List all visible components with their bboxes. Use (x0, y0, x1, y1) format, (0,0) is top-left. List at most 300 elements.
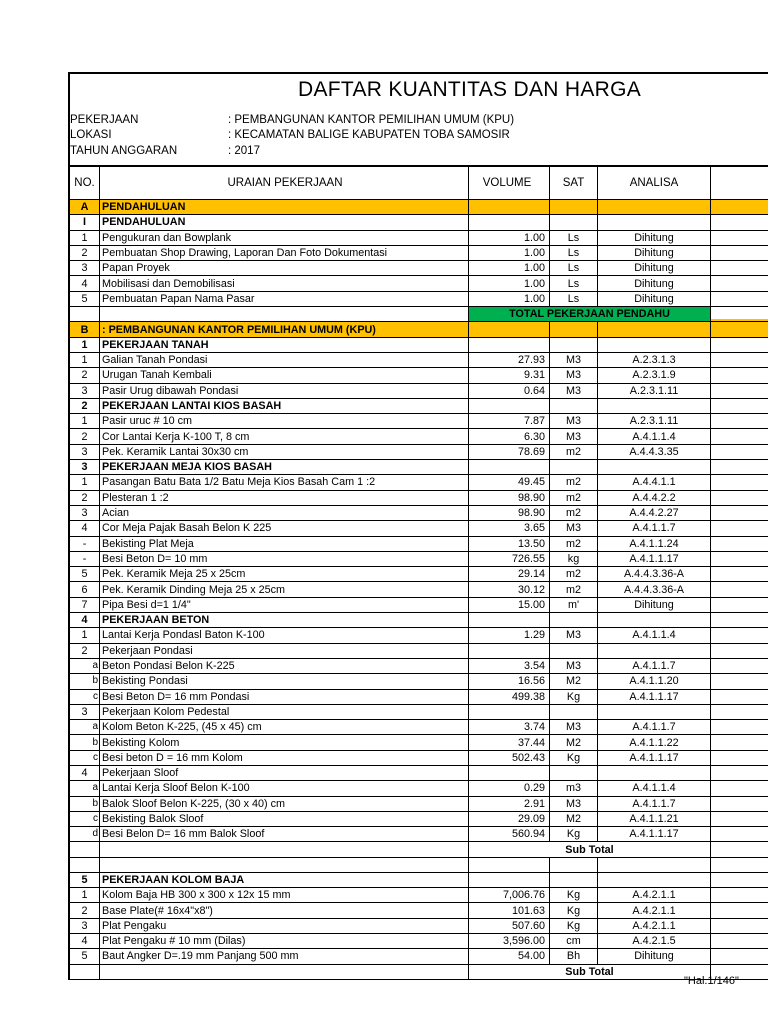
row-analisa: Dihitung (598, 230, 711, 245)
table-row (69, 827, 768, 842)
row-sat: Kg (550, 903, 598, 918)
table-row (69, 429, 768, 444)
row-analisa (598, 460, 711, 475)
row-uraian: Besi Belon D= 16 mm Balok Sloof (100, 827, 469, 842)
row-no: 5 (69, 291, 100, 306)
row-analisa (598, 857, 711, 872)
row-uraian: Mobilisasi dan Demobilisasi (100, 276, 469, 291)
row-uraian: PEKERJAAN KOLOM BAJA (100, 872, 469, 887)
row-extra (711, 245, 768, 260)
row-uraian: Besi beton D = 16 mm Kolom (100, 750, 469, 765)
row-sat: M3 (550, 796, 598, 811)
meta-row-lokasi (70, 128, 768, 144)
row-volume (469, 704, 550, 719)
table-row (69, 720, 768, 735)
row-volume: 0.64 (469, 383, 550, 398)
row-sat: m' (550, 597, 598, 612)
group-row (69, 872, 768, 887)
row-no: 2 (69, 490, 100, 505)
row-no: b (69, 796, 100, 811)
row-sat: Bh (550, 949, 598, 964)
row-extra (711, 918, 768, 933)
meta-row-pekerjaan (70, 112, 768, 128)
row-volume: 7,006.76 (469, 888, 550, 903)
row-analisa (598, 643, 711, 658)
spreadsheet (68, 72, 768, 980)
header-volume: VOLUME (469, 166, 550, 200)
meta-value: : PEMBANGUNAN KANTOR PEMILIHAN UMUM (KPU) (228, 113, 515, 126)
total-row (69, 307, 768, 322)
row-volume (469, 613, 550, 628)
row-no: 2 (69, 643, 100, 658)
row-no (69, 307, 100, 322)
row-analisa: A.4.1.1.17 (598, 689, 711, 704)
row-uraian: Besi Beton D= 10 mm (100, 551, 469, 566)
row-uraian: Pasir Urug dibawah Pondasi (100, 383, 469, 398)
row-analisa (598, 215, 711, 230)
row-analisa: A.4.1.1.7 (598, 658, 711, 673)
row-sat (550, 643, 598, 658)
row-uraian: Baut Angker D=.19 mm Panjang 500 mm (100, 949, 469, 964)
row-analisa: A.4.2.1.1 (598, 903, 711, 918)
group-row (69, 613, 768, 628)
meta-value: : 2017 (228, 144, 260, 157)
row-volume (469, 215, 550, 230)
table-row (69, 490, 768, 505)
row-analisa: A.4.1.1.17 (598, 750, 711, 765)
row-extra (711, 949, 768, 964)
header-analisa: ANALISA (598, 166, 711, 200)
row-volume: 1.00 (469, 261, 550, 276)
row-uraian (100, 307, 469, 322)
row-analisa: Dihitung (598, 291, 711, 306)
row-volume: 502.43 (469, 750, 550, 765)
row-volume (469, 322, 550, 337)
table-row (69, 475, 768, 490)
row-extra (711, 536, 768, 551)
row-no: 1 (69, 414, 100, 429)
row-volume: 1.00 (469, 291, 550, 306)
row-uraian: PEKERJAAN LANTAI KIOS BASAH (100, 398, 469, 413)
table-row (69, 368, 768, 383)
row-analisa (598, 200, 711, 215)
subtotal-row (69, 964, 768, 979)
row-no: 3 (69, 261, 100, 276)
row-sat: Kg (550, 689, 598, 704)
row-uraian: Acian (100, 505, 469, 520)
row-volume (469, 643, 550, 658)
row-uraian: Besi Beton D= 16 mm Pondasi (100, 689, 469, 704)
row-volume: 0.29 (469, 781, 550, 796)
row-extra (711, 827, 768, 842)
row-extra (711, 551, 768, 566)
row-sat (550, 613, 598, 628)
row-uraian: PEKERJAAN MEJA KIOS BASAH (100, 460, 469, 475)
row-analisa: A.4.2.1.5 (598, 933, 711, 948)
row-no: 1 (69, 230, 100, 245)
row-uraian: Pasangan Batu Bata 1/2 Batu Meja Kios Basah Cam 1 :2 (100, 475, 469, 490)
row-sat: m2 (550, 444, 598, 459)
meta-value: : KECAMATAN BALIGE KABUPATEN TOBA SAMOSIR (228, 129, 510, 142)
row-no: - (69, 551, 100, 566)
row-volume: 1.00 (469, 230, 550, 245)
row-extra (711, 658, 768, 673)
row-sat (550, 704, 598, 719)
row-volume (469, 460, 550, 475)
row-sat (550, 337, 598, 352)
row-volume: 49.45 (469, 475, 550, 490)
row-analisa: Dihitung (598, 245, 711, 260)
row-volume (469, 398, 550, 413)
row-extra (711, 674, 768, 689)
row-uraian: Bekisting Balok Sloof (100, 811, 469, 826)
row-no: 3 (69, 918, 100, 933)
quantity-table (68, 165, 768, 980)
table-row (69, 628, 768, 643)
row-sat: M3 (550, 352, 598, 367)
row-extra (711, 337, 768, 352)
row-extra (711, 490, 768, 505)
row-volume: 1.00 (469, 276, 550, 291)
row-no: 6 (69, 582, 100, 597)
row-analisa: A.4.1.1.21 (598, 811, 711, 826)
row-sat: Kg (550, 918, 598, 933)
table-row (69, 903, 768, 918)
row-uraian: Plat Pengaku (100, 918, 469, 933)
row-analisa: Dihitung (598, 261, 711, 276)
row-extra (711, 872, 768, 887)
header-sat: SAT (550, 166, 598, 200)
row-extra (711, 567, 768, 582)
row-no: a (69, 720, 100, 735)
row-sat: Ls (550, 230, 598, 245)
row-uraian: Pembuatan Papan Nama Pasar (100, 291, 469, 306)
row-extra (711, 475, 768, 490)
row-volume: 499.38 (469, 689, 550, 704)
row-uraian: Pekerjaan Pondasi (100, 643, 469, 658)
row-volume: 1.29 (469, 628, 550, 643)
row-analisa: A.2.3.1.9 (598, 368, 711, 383)
row-uraian: Base Plate(# 16x4"x8") (100, 903, 469, 918)
row-no: c (69, 811, 100, 826)
row-no: A (69, 200, 100, 215)
row-volume: 98.90 (469, 490, 550, 505)
row-volume (469, 200, 550, 215)
table-row (69, 888, 768, 903)
row-extra (711, 781, 768, 796)
row-uraian: Lantai Kerja Sloof Belon K-100 (100, 781, 469, 796)
header-uraian: URAIAN PEKERJAAN (100, 166, 469, 200)
row-sat: M3 (550, 383, 598, 398)
row-analisa: A.2.3.1.3 (598, 352, 711, 367)
row-no: c (69, 750, 100, 765)
row-uraian (100, 842, 469, 857)
row-uraian (100, 857, 469, 872)
row-extra (711, 505, 768, 520)
row-extra (711, 215, 768, 230)
table-row (69, 781, 768, 796)
row-extra (711, 750, 768, 765)
table-row (69, 414, 768, 429)
table-row (69, 704, 768, 719)
row-no: 4 (69, 765, 100, 780)
table-row (69, 567, 768, 582)
row-extra (711, 888, 768, 903)
row-analisa: A.4.4.3.36-A (598, 582, 711, 597)
row-volume (469, 857, 550, 872)
row-uraian: Cor Lantai Kerja K-100 T, 8 cm (100, 429, 469, 444)
row-uraian: : PEMBANGUNAN KANTOR PEMILIHAN UMUM (KPU) (100, 322, 469, 337)
row-no: b (69, 735, 100, 750)
row-uraian: Beton Pondasi Belon K-225 (100, 658, 469, 673)
row-extra (711, 735, 768, 750)
table-row (69, 750, 768, 765)
meta-key: LOKASI (70, 129, 112, 142)
row-sat: m2 (550, 582, 598, 597)
row-volume: 507.60 (469, 918, 550, 933)
row-analisa: A.4.1.1.4 (598, 628, 711, 643)
meta-key: PEKERJAAN (70, 113, 139, 126)
group-row (69, 398, 768, 413)
row-analisa: Dihitung (598, 276, 711, 291)
row-extra (711, 842, 768, 857)
row-extra (711, 398, 768, 413)
table-row (69, 352, 768, 367)
row-no: 7 (69, 597, 100, 612)
row-no: 3 (69, 383, 100, 398)
table-row (69, 735, 768, 750)
row-volume (469, 765, 550, 780)
row-analisa (598, 704, 711, 719)
row-extra (711, 460, 768, 475)
row-uraian: Pekerjaan Sloof (100, 765, 469, 780)
table-row (69, 536, 768, 551)
row-volume: 27.93 (469, 352, 550, 367)
row-uraian: Pek. Keramik Meja 25 x 25cm (100, 567, 469, 582)
row-no: 5 (69, 949, 100, 964)
row-uraian: Bekisting Pondasi (100, 674, 469, 689)
row-volume: 3.54 (469, 658, 550, 673)
table-row (69, 245, 768, 260)
row-no: 2 (69, 429, 100, 444)
row-volume: 7.87 (469, 414, 550, 429)
row-no: a (69, 658, 100, 673)
row-sat: M2 (550, 674, 598, 689)
row-extra (711, 307, 768, 322)
row-extra (711, 582, 768, 597)
row-sat: Ls (550, 276, 598, 291)
table-row (69, 658, 768, 673)
row-no: 1 (69, 337, 100, 352)
row-extra (711, 261, 768, 276)
row-volume (469, 872, 550, 887)
meta-key: TAHUN ANGGARAN (70, 144, 178, 157)
row-uraian: Pasir uruc # 10 cm (100, 414, 469, 429)
table-row (69, 796, 768, 811)
row-uraian (100, 964, 469, 979)
row-uraian: PENDAHULUAN (100, 215, 469, 230)
row-no: 2 (69, 245, 100, 260)
row-volume: 726.55 (469, 551, 550, 566)
title-row (68, 72, 768, 108)
row-sat (550, 765, 598, 780)
group-row (69, 337, 768, 352)
row-volume: 101.63 (469, 903, 550, 918)
table-row (69, 291, 768, 306)
row-sat: m3 (550, 781, 598, 796)
row-extra (711, 903, 768, 918)
row-extra (711, 291, 768, 306)
row-volume: 78.69 (469, 444, 550, 459)
table-row (69, 383, 768, 398)
row-analisa: A.4.1.1.24 (598, 536, 711, 551)
row-uraian: Plat Pengaku # 10 mm (Dilas) (100, 933, 469, 948)
row-uraian: Bekisting Plat Meja (100, 536, 469, 551)
row-analisa: A.4.4.3.35 (598, 444, 711, 459)
row-no (69, 842, 100, 857)
row-no: 4 (69, 933, 100, 948)
row-no: B (69, 322, 100, 337)
row-analisa: A.4.1.1.20 (598, 674, 711, 689)
row-analisa: A.4.1.1.17 (598, 551, 711, 566)
row-volume: 30.12 (469, 582, 550, 597)
row-analisa: A.4.1.1.4 (598, 781, 711, 796)
row-uraian: Papan Proyek (100, 261, 469, 276)
row-analisa: A.4.1.1.17 (598, 827, 711, 842)
row-uraian: Pekerjaan Kolom Pedestal (100, 704, 469, 719)
row-no: 2 (69, 903, 100, 918)
row-volume: 2.91 (469, 796, 550, 811)
table-row (69, 582, 768, 597)
page-number: "Hal.1/146" (684, 975, 739, 987)
row-analisa (598, 322, 711, 337)
table-row (69, 505, 768, 520)
row-extra (711, 414, 768, 429)
total-label: TOTAL PEKERJAAN PENDAHU (469, 307, 711, 322)
row-uraian: PEKERJAAN TANAH (100, 337, 469, 352)
row-no: 1 (69, 888, 100, 903)
row-no: 1 (69, 475, 100, 490)
row-analisa: A.2.3.1.11 (598, 383, 711, 398)
section-row (69, 322, 768, 337)
row-extra (711, 811, 768, 826)
table-row (69, 597, 768, 612)
row-volume: 3.65 (469, 521, 550, 536)
row-sat (550, 460, 598, 475)
table-row (69, 276, 768, 291)
row-no: 4 (69, 521, 100, 536)
row-sat: M3 (550, 521, 598, 536)
row-uraian: PENDAHULUAN (100, 200, 469, 215)
row-no: 3 (69, 704, 100, 719)
row-volume: 6.30 (469, 429, 550, 444)
table-row (69, 674, 768, 689)
row-sat: Kg (550, 750, 598, 765)
row-sat (550, 872, 598, 887)
group-row (69, 215, 768, 230)
row-extra (711, 352, 768, 367)
row-uraian: Balok Sloof Belon K-225, (30 x 40) cm (100, 796, 469, 811)
row-volume: 29.14 (469, 567, 550, 582)
row-extra (711, 276, 768, 291)
row-uraian: Pembuatan Shop Drawing, Laporan Dan Foto Dokumentasi (100, 245, 469, 260)
row-sat: M3 (550, 414, 598, 429)
sheet-title: DAFTAR KUANTITAS DAN HARGA (298, 78, 642, 101)
table-row (69, 444, 768, 459)
row-analisa: A.4.2.1.1 (598, 888, 711, 903)
row-volume: 29.09 (469, 811, 550, 826)
blank-row (69, 857, 768, 872)
row-uraian: Plesteran 1 :2 (100, 490, 469, 505)
project-meta (68, 108, 768, 165)
row-extra (711, 689, 768, 704)
row-sat (550, 322, 598, 337)
row-no: 1 (69, 352, 100, 367)
row-uraian: Pengukuran dan Bowplank (100, 230, 469, 245)
row-no: 2 (69, 398, 100, 413)
row-extra (711, 230, 768, 245)
header-extra (711, 166, 768, 200)
row-sat: Ls (550, 291, 598, 306)
row-no: b (69, 674, 100, 689)
row-no (69, 964, 100, 979)
table-row (69, 551, 768, 566)
row-extra (711, 368, 768, 383)
table-row (69, 811, 768, 826)
row-extra (711, 521, 768, 536)
row-extra (711, 322, 768, 337)
row-uraian: Pek. Keramik Dinding Meja 25 x 25cm (100, 582, 469, 597)
row-analisa: A.2.3.1.11 (598, 414, 711, 429)
row-uraian: Bekisting Kolom (100, 735, 469, 750)
row-no: 3 (69, 460, 100, 475)
row-extra (711, 597, 768, 612)
row-analisa (598, 398, 711, 413)
row-analisa: A.4.1.1.7 (598, 720, 711, 735)
row-extra (711, 643, 768, 658)
row-sat: M3 (550, 628, 598, 643)
row-volume: 54.00 (469, 949, 550, 964)
row-sat: Ls (550, 245, 598, 260)
table-row (69, 949, 768, 964)
row-volume: 3,596.00 (469, 933, 550, 948)
row-extra (711, 933, 768, 948)
row-analisa: A.4.2.1.1 (598, 918, 711, 933)
row-sat (550, 857, 598, 872)
row-analisa (598, 872, 711, 887)
row-no: 3 (69, 444, 100, 459)
row-extra (711, 796, 768, 811)
row-analisa: A.4.1.1.7 (598, 796, 711, 811)
row-uraian: Galian Tanah Pondasi (100, 352, 469, 367)
header-no: NO. (69, 166, 100, 200)
row-volume: 98.90 (469, 505, 550, 520)
row-volume: 9.31 (469, 368, 550, 383)
row-analisa: Dihitung (598, 949, 711, 964)
table-row (69, 918, 768, 933)
row-uraian: PEKERJAAN BETON (100, 613, 469, 628)
row-sat: M2 (550, 735, 598, 750)
row-sat: m2 (550, 536, 598, 551)
row-sat: kg (550, 551, 598, 566)
row-volume: 560.94 (469, 827, 550, 842)
row-sat: m2 (550, 567, 598, 582)
row-extra (711, 383, 768, 398)
row-sat: Kg (550, 827, 598, 842)
row-no: 1 (69, 628, 100, 643)
row-analisa (598, 765, 711, 780)
row-analisa: A.4.4.2.2 (598, 490, 711, 505)
